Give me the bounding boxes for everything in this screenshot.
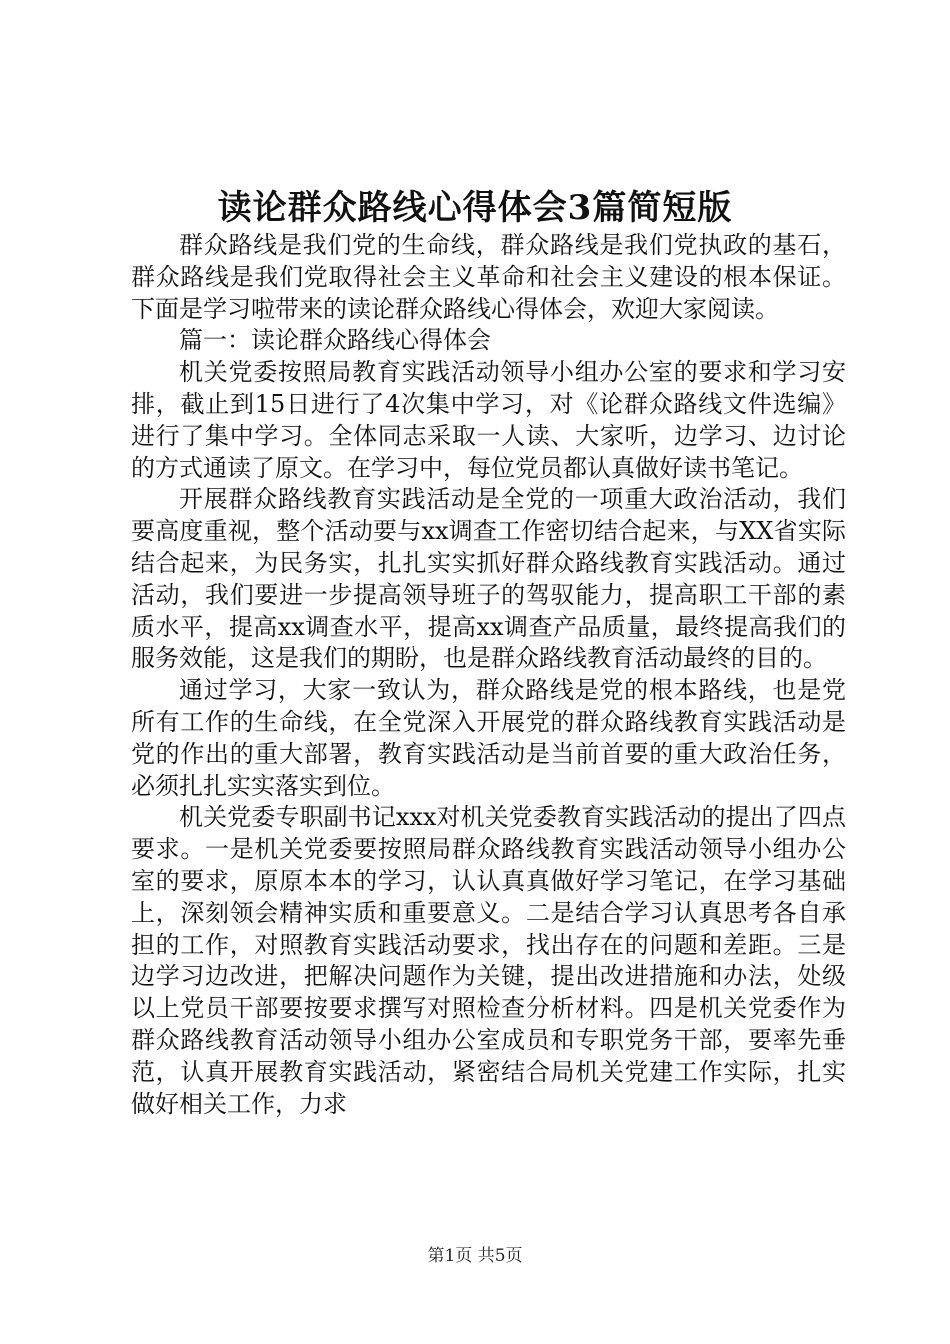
section-heading: 篇一：读论群众路线心得体会 [179, 326, 491, 355]
body-paragraph: 机关党委专职副书记xxx对机关党委教育实践活动的提出了四点要求。一是机关党委要按照局群众路线教育实践活动领导小组办公室的要求，原原本本的学习，认认真真做好学习笔记，在学习基础上，深刻领会精神实质和重要意义。二是结合学习认真思考各自承担的工作，对照教育实践活动要求，找出存在的问题和差距。三是边学习边改进，把解决问题作为关键，提出改进措施和办法，处级以上党员干部要按要求撰写对照检查分析材料。四是机关党委作为群众路线教育活动领导小组办公室成员和专职党务干部，要率先垂范，认真开展教育实践活动，紧密结合局机关党建工作实际，扎实做好相关工作，力求 [131, 803, 846, 1118]
body-paragraph: 通过学习，大家一致认为，群众路线是党的根本路线，也是党所有工作的生命线，在全党深入开展党的群众路线教育实践活动是党的作出的重大部署，教育实践活动是当前首要的重大政治任务，必须扎扎实实落实到位。 [131, 676, 846, 800]
body-paragraph: 开展群众路线教育实践活动是全党的一项重大政治活动，我们要高度重视，整个活动要与xx调查工作密切结合起来，与XX省实际结合起来，为民务实，扎扎实实抓好群众路线教育实践活动。通过活动，我们要进一步提高领导班子的驾驭能力，提高职工干部的素质水平，提高xx调查水平，提高xx调查产品质量，最终提高我们的服务效能，这是我们的期盼，也是群众路线教育活动最终的目的。 [131, 485, 846, 673]
document-title: 读论群众路线心得体会3篇简短版 [217, 188, 733, 228]
document-body [131, 230, 846, 1120]
intro-paragraph: 群众路线是我们党的生命线，群众路线是我们党执政的基石，群众路线是我们党取得社会主义革命和社会主义建设的根本保证。下面是学习啦带来的读论群众路线心得体会，欢迎大家阅读。 [131, 231, 846, 323]
page-number-footer: 第1页 共5页 [427, 1246, 523, 1266]
body-paragraph: 机关党委按照局教育实践活动领导小组办公室的要求和学习安排，截止到15日进行了4次集中学习，对《论群众路线文件选编》进行了集中学习。全体同志采取一人读、大家听，边学习、边讨论的方式通读了原文。在学习中，每位党员都认真做好读书笔记。 [131, 358, 846, 482]
